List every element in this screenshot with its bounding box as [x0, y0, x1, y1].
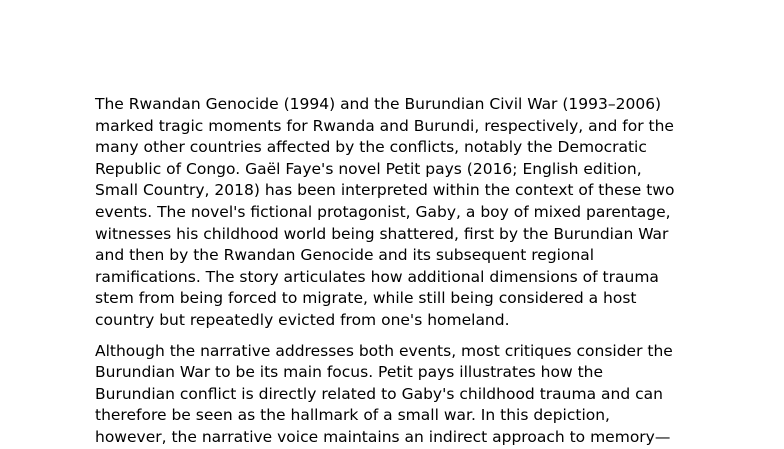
paragraph-line: The Rwandan Genocide (1994) and the Burundian Civil War (1993–2006) [95, 95, 662, 113]
paragraph-1 [95, 94, 715, 332]
paragraph-2 [95, 341, 715, 449]
paragraph-line: marked tragic moments for Rwanda and Burundi, respectively, and for the [95, 116, 674, 135]
paragraph-spacer [95, 332, 715, 341]
paragraph-line: many other countries affected by the conflicts, notably the Democratic [95, 138, 647, 157]
paragraph-line: therefore be seen as the hallmark of a small war. In this depiction, [95, 406, 610, 425]
paragraph-line: Republic of Congo. Gaël Faye's novel Petit pays (2016; English edition, [95, 159, 642, 178]
paragraph-line: Although the narrative addresses both events, most critiques consider the [95, 341, 673, 360]
paragraph-line: events. The novel's fictional protagonist, Gaby, a boy of mixed parentage, [95, 202, 671, 221]
paragraph-line: Small Country, 2018) has been interpreted within the context of these two [95, 181, 675, 200]
paragraph-line: Burundian conflict is directly related to Gaby's childhood trauma and can [95, 384, 663, 403]
paragraph-line: Burundian War to be its main focus. Petit pays illustrates how the [95, 363, 604, 382]
paragraph-line: ramifications. The story articulates how additional dimensions of trauma [95, 267, 659, 286]
paragraph-line: witnesses his childhood world being shattered, first by the Burundian War [95, 224, 669, 243]
paragraph-line: and then by the Rwandan Genocide and its subsequent regional [95, 246, 595, 265]
paragraph-line: stem from being forced to migrate, while still being considered a host [95, 289, 637, 308]
paragraph-line: country but repeatedly evicted from one's homeland. [95, 310, 510, 329]
document-body [95, 94, 715, 449]
paragraph-line: however, the narrative voice maintains an indirect approach to memory— [95, 427, 671, 446]
